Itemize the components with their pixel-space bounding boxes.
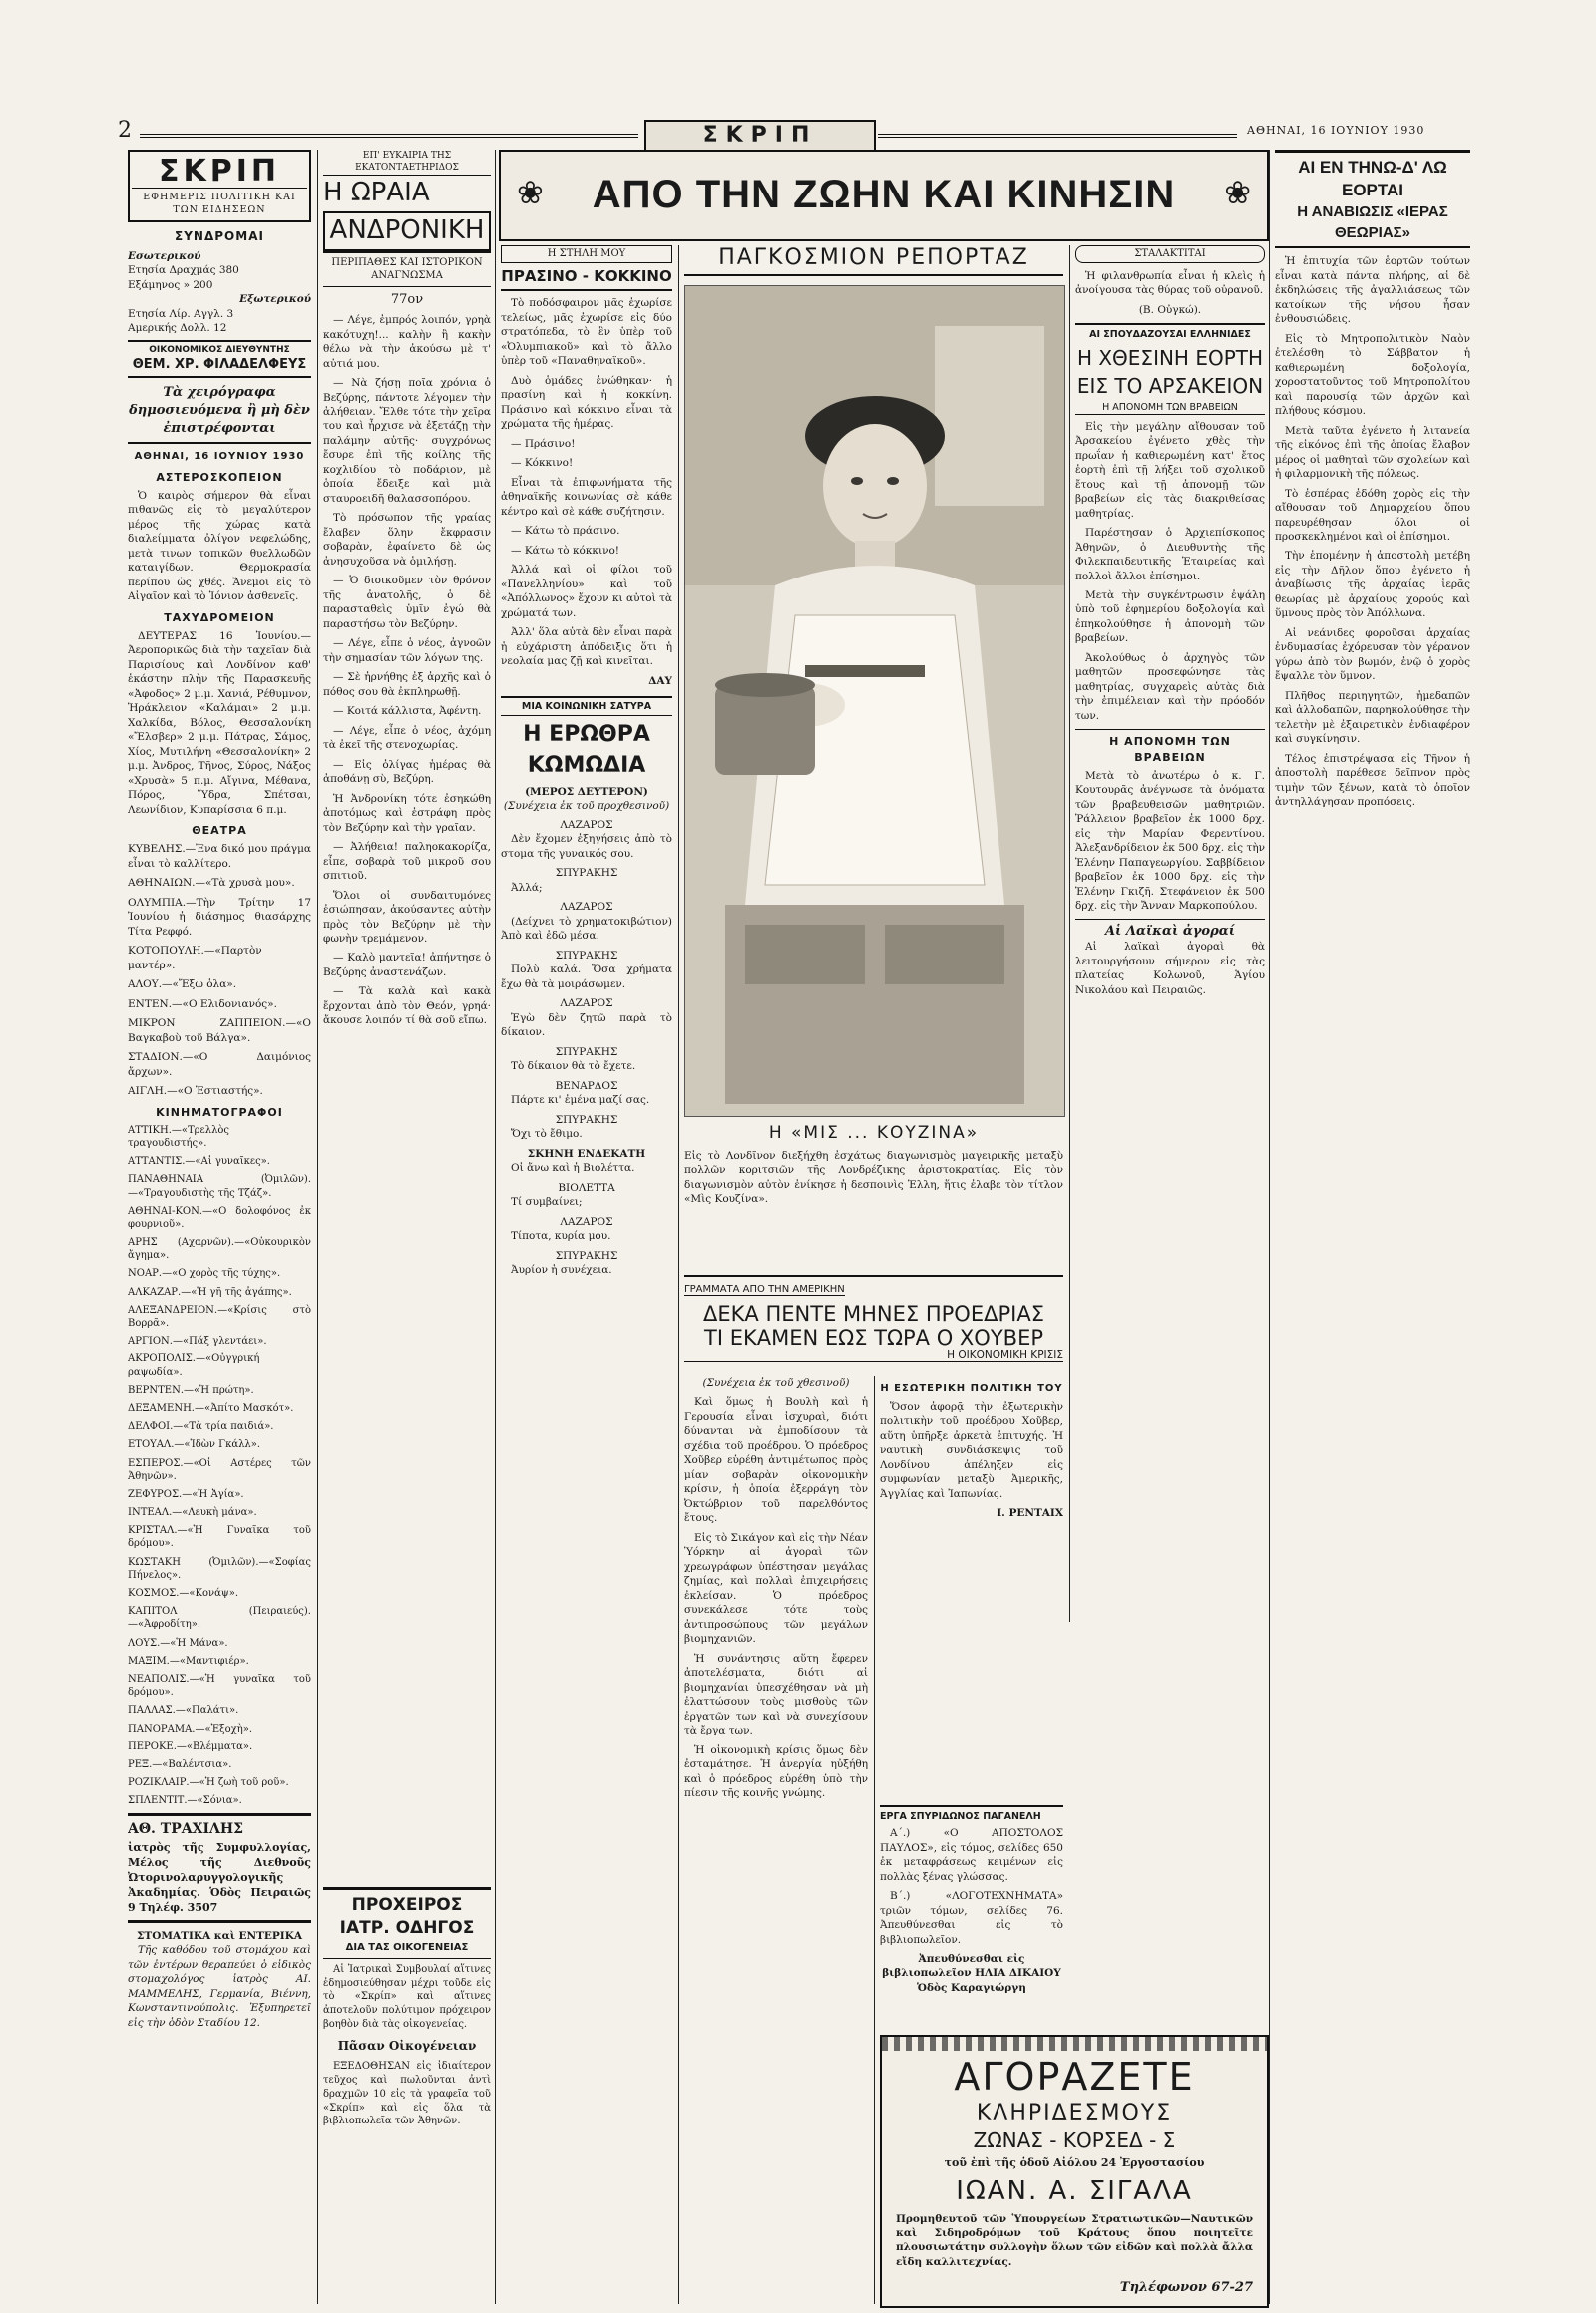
serial-subtitle: ΠΕΡΙΠΑΘΕΣ ΚΑΙ ΙΣΤΟΡΙΚΟΝ ΑΝΑΓΝΩΣΜΑ [323, 253, 491, 288]
col-rule-3 [678, 245, 679, 2304]
serial-paragraph: — Εἰς ὀλίγας ἡμέρας θὰ ἀποθάνῃ σὺ, Βεζύρη. [323, 758, 491, 786]
dialogue-line: Πάρτε κι' ἐμένα μαζί σας. [511, 1094, 650, 1107]
header-masthead-box [644, 120, 876, 152]
theatre-item: ΚΟΤΟΠΟΥΛΗ.—«Παρτὸν μαντέρ». [128, 945, 262, 971]
logo: ΣΚΡΙΠ [159, 154, 280, 189]
cinema-item: ΝΕΑΠΟΛΙΣ.—«Ἡ γυναῖκα τοῦ δρόμου». [128, 1673, 311, 1699]
ornament-left-icon: ❀ [517, 174, 544, 211]
america-col-a [684, 1376, 868, 2304]
serial-title-2: ΑΝΔΡΟΝΙΚΗ [323, 211, 491, 251]
my-column-paragraph: Δυὸ ὁμάδες ἐνώθηκαν· ἡ πρασίνη καὶ ἡ κοκκίνη. Πράσινο καὶ κόκκινο εἶναι τὰ χρώματα τῆς ἡμέρας. [501, 374, 672, 431]
col-rule-4a [874, 1376, 875, 2304]
theatre-item: ΚΥΒΕΛΗΣ.—Ἐνα δικό μου πράγμα εἶναι τὸ καλλίτερο. [128, 843, 311, 870]
serial-paragraph: Τὸ πρόσωπον τῆς γραίας ἔλαβεν ὅλην ἔκφρασιν σοβαρὰν, ἐφαίνετο δὲ ὡς ἀνησυχοῦσα νὰ ὁμιλήσῃ. [323, 512, 491, 568]
cinema-item: ΠΑΝΑΘΗΝΑΙΑ (Ὀμιλῶν).—«Τραγουδιστὴς τῆς Τζάζ». [128, 1174, 311, 1199]
markets-title: Αἱ Λαϊκαὶ ἀγοραί [1075, 919, 1265, 941]
article-signature: Ι. ΡΕΝΤΑΙΧ [997, 1507, 1063, 1520]
logo-box [128, 150, 311, 222]
markets-text: Αἱ λαϊκαὶ ἀγοραὶ θὰ λειτουργήσουν σήμερον εἰς τὰς πλατείας Κολωνοῦ, Ἁγίου Νικολάου καὶ Πειραιῶς. [1075, 941, 1265, 996]
article-paragraph: (Συνέχεια ἐκ τοῦ χθεσινοῦ) [702, 1377, 850, 1389]
dialogue-line: Οἱ ἄνω καὶ ἡ Βιολέττα. [511, 1162, 635, 1175]
cinema-item: ΑΚΡΟΠΟΛΙΣ.—«Οὐγγρική ραψωδία». [128, 1353, 260, 1378]
event-paragraph: Μετὰ τὴν συγκέντρωσιν ἐψάλη ὑπὸ τοῦ ἐφημερίου δοξολογία καὶ ἐπηκολούθησε ἡ ἀπονομὴ τῶν βραβείων. [1075, 588, 1265, 645]
ad-line-4: τοῦ ἐπὶ τῆς ὁδοῦ Αἰόλου 24 Ἐργοστασίου [944, 2156, 1205, 2169]
header-date: ΑΘΗΝΑΙ, 16 ΙΟΥΝΙΟΥ 1930 [1247, 124, 1425, 137]
post-title: ΤΑΧΥΔΡΟΜΕΙΟΝ [164, 610, 275, 624]
cinema-item: ΛΟΥΣ.—«Ἡ Μάνα». [128, 1637, 228, 1649]
tinos-paragraph: Τὸ ἑσπέρας ἐδόθη χορὸς εἰς τὴν αἴθουσαν τοῦ Δημαρχείου ὅπου παρευρέθησαν ὅλοι οἱ προσκεκλημένοι καὶ οἱ ἐπίσημοι. [1275, 487, 1470, 543]
tinos-paragraph: Τὴν ἑπομένην ἡ ἀποστολὴ μετέβη εἰς τὴν Δῆλον ὅπου ἐγένετο ἡ ἀναβίωσις τῆς ἀρχαίας ἱερᾶς θεωρίας μὲ ἀρχαίους χορούς καὶ ὕμνους πρὸς τὸν Ἀπόλλωνα. [1275, 550, 1470, 620]
serial-paragraph: Ὅλοι οἱ συνδαιτυμόνες ἐσιώπησαν, ἀκούσαντες αὐτὴν πρὸς τὸν Βεζύρην μὲ τὴν φωνὴν τρεμάμενον. [323, 889, 491, 945]
my-column-paragraph: Ἀλλ' ὅλα αὐτὰ δὲν εἶναι παρὰ ἡ εὐχάριστη ἀπόδειξις ὅτι ἡ νεολαία μας ζῇ καὶ κινεῖται. [501, 626, 672, 668]
cooking-woman-photo [685, 286, 1064, 1116]
doctor-ad-title: ΑΘ. ΤΡΑΧΙΛΗΣ [128, 1821, 244, 1838]
cinema-item: ΜΑΞΙΜ.—«Μαντιφιέρ». [128, 1655, 249, 1667]
cinema-item: ΣΠΛΕΝΤΙΤ.—«Σόνια». [128, 1795, 242, 1807]
dialogue-line: Τίποτα, κυρία μου. [511, 1230, 611, 1243]
col-rule-2 [495, 150, 496, 2304]
tinos-paragraph: Εἰς τὸ Μητροπολιτικὸν Ναὸν ἐτελέσθη τὸ Σάββατον ἡ καθιερωμένη δοξολογία, χοροστατοῦντος τοῦ Μητροπολίτου καὶ παρουσίᾳ τῶν ἀρχῶν καὶ πλήθους κόσμου. [1275, 332, 1470, 418]
cinema-item: ΡΟΖΙΚΛΑΙΡ.—«Ἡ ζωὴ τοῦ ροῦ». [128, 1777, 289, 1789]
left-column [128, 150, 311, 2304]
director-name: ΘΕΜ. ΧΡ. ΦΙΛΑΔΕΛΦΕΥΣ [132, 357, 307, 373]
speaker-line: ΣΠΥΡΑΚΗΣ [555, 1249, 618, 1262]
cinema-item: ΠΕΡΟΚΕ.—«Βλέμματα». [128, 1740, 253, 1752]
letter-label: ΓΡΑΜΜΑΤΑ ΑΠΟ ΤΗΝ ΑΜΕΡΙΚΗΝ [684, 1284, 845, 1295]
my-column-paragraph: — Κάτω τὸ κόκκινο! [511, 544, 619, 557]
theatre-item: ΑΘΗΝΑΙΩΝ.—«Τὰ χρυσὰ μου». [128, 877, 295, 890]
article-title-2: ΤΙ ΕΚΑΜΕΝ ΕΩΣ ΤΩΡΑ Ο ΧΟΥΒΕΡ [704, 1326, 1043, 1349]
serial-paragraph: Ἡ Ἀνδρονίκη τότε ἐσηκώθη ἀποτόμως καὶ ἐστράφη πρὸς τὸν Βεζύρην καὶ τὴν γραῖαν. [323, 792, 491, 834]
cinema-item: ΑΤΤΙΚΗ.—«Τρελλὸς τραγουδιστής». [128, 1124, 230, 1149]
director-label: ΟΙΚΟΝΟΜΙΚΟΣ ΔΙΕΥΘΥΝΤΗΣ [149, 344, 290, 355]
serial-paragraph: — Λέγε, εἶπε ὁ νέος, ἀχόμη τὰ ἐκεῖ τῆς στενοχωρίας. [323, 724, 491, 752]
event-label: ΑΙ ΣΠΟΥΔΑΖΟΥΣΑΙ ΕΛΛΗΝΙΔΕΣ [1075, 323, 1265, 341]
cinema-item: ΚΩΣΤΑΚΗ (Ὀμιλῶν).—«Σοφίας Πήνελος». [128, 1556, 311, 1581]
quote-text: Ἡ φιλανθρωπία εἶναι ἡ κλεὶς ἡ ἀνοίγουσα τὰς θύρας τοῦ οὐρανοῦ. [1075, 269, 1265, 297]
photo-caption: Η «ΜΙΣ ... ΚΟΥΖΙΝΑ» [768, 1123, 980, 1143]
cinema-item: ΒΕΡΝΤΕΝ.—«Ἡ πρώτη». [128, 1384, 254, 1396]
my-column-title: ΠΡΑΣΙΝΟ - ΚΟΚΚΙΝΟ [501, 266, 672, 292]
world-report-section [684, 245, 1063, 1263]
theatre-item: ΣΤΑΔΙΟΝ.—«Ο Δαιμόνιος ἄρχων». [128, 1051, 311, 1078]
event-title-1: Η ΧΘΕΣΙΝΗ ΕΟΡΤΗ [1076, 346, 1264, 371]
article-sub: Η ΟΙΚΟΝΟΜΙΚΗ ΚΡΙΣΙΣ [684, 1349, 1063, 1362]
awards-text: Μετὰ τὸ ἀνωτέρω ὁ κ. Γ. Κουτουρᾶς ἀνέγνωσε τὰ ὀνόματα τῶν βραβευθεισῶν μαθητριῶν. Ῥάλλειον βραβεῖον ἐκ 1000 δρχ. εἰς τὴν Μαρίαν Φερεντίνου. Ἀλεξανδρίδειον ἐκ 500 δρχ. εἰς τὴν Ἑλένην Παπαγεωργίου. Σαββίδειον βραβεῖον ἐκ 1000 δρχ. εἰς τὴν Ἑλένην Γκιζῆ. Στεφάνειον ἐκ 500 δρχ. εἰς τὴν Ἄνναν Μαρκοπούλου. [1075, 769, 1265, 913]
serial-paragraph: — Νὰ ζήσῃ ποῖα χρόνια ὁ Βεζύρης, πάντοτε λέγομεν τὴν ἀλήθειαν. Ἔλθε τότε τὴν χεῖρα του καὶ ἦρχισε νὰ ἐξετάζῃ τὴν παλάμην αὐτῆς· συγχρόνως ἔσυρε ἐπὶ τῆς κοίλης τῆς κοχλιδίου τὸ ποδάριον, μὲ ὁποία ἔδειξε καὶ μιὰ σταυροειδῆ θαλασσοπόρου. [323, 377, 491, 505]
quote-author: (Β. Οὐγκώ). [1138, 303, 1202, 316]
speaker-line: ΛΑΖΑΡΟΣ [560, 818, 613, 831]
serial-label: ΕΠ' ΕΥΚΑΙΡΙΑ ΤΗΣ ΕΚΑΤΟΝΤΑΕΤΗΡΙΔΟΣ [323, 150, 491, 176]
photo-text: Εἰς τὸ Λονδῖνον διεξήχθη ἐσχάτως διαγωνισμὸς μαγειρικῆς μεταξὺ πολλῶν κοριτσιῶν τῆς Λονδρέζικης ἀριστοκρατίας. Εἰς τὸν διαγωνισμὸν αὐτὸν ἐνίκησε ἡ δεσποινὶς Ἑλλη, ἥτις ἐλαβε τὸν τίτλον «Μὶς Κουζίνα». [684, 1150, 1063, 1206]
cinema-item: ΑΛΚΑΖΑΡ.—«Ἡ γῆ τῆς ἀγάπης». [128, 1286, 292, 1298]
section-banner [499, 150, 1269, 241]
satire-title: Η ΕΡΩΘΡΑ ΚΩΜΩΔΙΑ [523, 722, 650, 778]
subscriptions-title: ΣΥΝΔΡΟΜΑΙ [175, 229, 264, 244]
book-item: Α΄.) «Ο ΑΠΟΣΤΟΛΟΣ ΠΑΥΛΟΣ», εἰς τόμος, σελίδες 650 ἐκ μεταφράσεως κειμένων εἰς πολλὰς ξένας γλώσσας. [880, 1827, 1063, 1883]
medical-guide-title-1: ΠΡΟΧΕΙΡΟΣ [351, 1895, 463, 1915]
serial-paragraph: — Ὁ διοικοῦμεν τὸν θρόνον τῆς ἀνατολῆς, ὁ δὲ παρασταθεὶς ὑμῖν ἐγώ θὰ παραστήσω τὸν Βεζύρην. [323, 575, 491, 630]
domestic-label: Εσωτερικού [128, 249, 201, 262]
cinema-item: ΚΟΣΜΟΣ.—«Κονάψ». [128, 1588, 239, 1599]
medical-guide-price: Πᾶσαν Οἰκογένειαν [337, 2038, 477, 2053]
cinema-item: ΔΕΛΦΟΙ.—«Τὰ τρία παιδιά». [128, 1421, 274, 1433]
speaker-line: ΣΠΥΡΑΚΗΣ [555, 867, 618, 880]
dialogue-line: Πολὺ καλά. Ὅσα χρήματα ἔχω θὰ τὰ μοιράσωμεν. [501, 964, 672, 990]
serial-paragraph: — Κοιτά κάλλιστα, Ἀφέντη. [333, 705, 482, 718]
post-text: ΔΕΥΤΕΡΑΣ 16 Ἰουνίου.—Ἀεροπορικῶς διὰ τὴν ταχεῖαν διὰ Παρισίους καὶ Λονδίνον καθ' ἑκάστην πλὴν τῆς Παρασκευῆς «Ἀφοδος» 2 μ.μ. Χανιά, Ρέθυμνον, Ἡράκλειον «Καλάμαι» 2 μ.μ. Χαλκίδα, Βόλος, Θεσσαλονίκη «Ἔλσβερ» 2 μ.μ. Πάτρας, Σάμος, Χίος, Μυτιλήνη «Θεσσαλονίκη» 2 μ.μ. Ἀνδρος, Τῆνος, Σύρος, Νάξος «Χρυσὰ» 5 π.μ. Αἴγινα, Μέθανα, Πόρος, Ὕδρα, Σπέτσαι, Λεωνίδιον, Κυπαρίσσια 6 π.μ. [128, 629, 311, 816]
dental-text: Τῆς καθόδου τοῦ στομάχου καὶ τῶν ἐντέρων θεραπεύει ὁ εἰδικὸς στομαχολόγος ἰατρὸς ΑΙ. ΜΑΜΜΕΛΗΣ, Γερμανία, Βιέννη, Κωνσταντινούπολις. Ἐξυπηρετεῖ εἰς τὴν ὁδὸν Σταδίου 12. [128, 1944, 311, 2029]
speaker-line: ΛΑΖΑΡΟΣ [560, 997, 613, 1010]
ad-line-2: ΚΛΗΡΙΔΕΣΜΟΥΣ [976, 2101, 1173, 2125]
medical-guide-text-2: ΕΞΕΔΟΘΗΣΑΝ εἰς ἰδιαίτερον τεῦχος καὶ πωλοῦνται ἀντὶ δραχμῶν 10 εἰς τὰ γραφεῖα τοῦ «Σκρίπ» καὶ εἰς ὅλα τὰ βιβλιοπωλεῖα τῶν Ἀθηνῶν. [323, 2061, 491, 2127]
tinos-paragraph: Αἱ νεάνιδες φοροῦσαι ἀρχαίας ἐνδυμασίας ἐχόρευσαν τὸν γέρανον γύρω ἀπὸ τὸν βωμόν, ἐνῷ ὁ χορὸς ἔψαλλε τὸν ὕμνον. [1275, 626, 1470, 683]
my-column-signature: ΔΑΥ [648, 674, 672, 687]
serial-chapter: 77ον [390, 292, 424, 308]
col5 [1075, 245, 1265, 1622]
stalactites-label: ΣΤΑΛΑΚΤΙΤΑΙ [1075, 245, 1265, 263]
theatre-item: ΕΝΤΕΝ.—«Ο Ελιδονιανός». [128, 997, 277, 1010]
dialogue-line: Ὄχι τὸ ἔθιμο. [511, 1128, 583, 1141]
my-column-label: Η ΣΤΗΛΗ ΜΟΥ [501, 245, 672, 263]
dialogue-line: Ἀυρίον ἡ συνέχεια. [511, 1263, 612, 1276]
foreign-rate-0: Ετησία Λίρ. Αγγλ. 3 [128, 307, 234, 320]
serial-paragraph: — Σὲ ἠρνήθης ἐξ ἀρχῆς καὶ ὁ πόθος σου θὰ ἐκπληρωθῇ. [323, 671, 491, 698]
col-rule-4 [1069, 245, 1070, 1622]
my-column-paragraph: — Πράσινο! [511, 437, 576, 450]
ad-ornament-top [882, 2037, 1267, 2051]
masthead: ΣΚΡΙΠ [702, 123, 818, 148]
header-left-rule [140, 134, 638, 138]
ad-line-3: ΖΩΝΑΣ - ΚΟΡΣΕΔ - Σ [973, 2128, 1176, 2152]
cinema-item: ΑΘΗΝΑΙ-ΚΟΝ.—«Ο δολοφόνος ἐκ φουρνιοῦ». [128, 1205, 311, 1230]
theatre-item: ΑΛΟΥ.—«Ἔξω ὁλα». [128, 978, 237, 991]
speaker-line: ΒΙΟΛΕΤΤΑ [558, 1181, 615, 1194]
books-footer: Ἀπευθύνεσθαι εἰς βιβλιοπωλεῖον ΗΛΙΑ ΔΙΚΑΙΟΥ Ὁδὸς Καραγιώργη [882, 1952, 1061, 1994]
cinema-item: ΡΕΞ.—«Βαλέντσια». [128, 1758, 232, 1770]
internal-policy-text: Ὅσον ἀφορᾷ τὴν ἐξωτερικὴν πολιτικὴν τοῦ προέδρου Χοῦβερ, αὕτη ὑπῆρξε ἀρκετὰ ἐπιτυχής. Ἡ ναυτικὴ συνδιάσκεψις τοῦ Λονδίνου ἀπέληξεν εἰς συμφωνίαν μεταξὺ Ἀμερικῆς, Ἀγγλίας καὶ Ἰαπωνίας. [880, 1400, 1063, 1500]
sigalas-ad [880, 2035, 1269, 2308]
satire-cont: (Συνέχεια ἐκ τοῦ προχθεσινοῦ) [503, 800, 670, 813]
article-paragraph: Εἰς τὸ Σικάγον καὶ εἰς τὴν Νέαν Ὑόρκην αἱ ἀγοραὶ τῶν χρεωγράφων ὑπέστησαν μεγάλας ζημίας, καὶ πολλαὶ ἐπιχειρήσεις ἐκλείσαν. Ὁ πρόεδρος συνεκάλεσε τότε τοὺς ἀντιπροσώπους τῶν μεγάλων βιομηχανιῶν. [684, 1531, 868, 1646]
cinema-item: ΠΑΝΟΡΑΜΑ.—«Ἐξοχὴ». [128, 1723, 253, 1735]
page-number: 2 [118, 118, 132, 143]
doctor-ad [128, 1813, 311, 1922]
foreign-label: Εξωτερικού [239, 293, 311, 306]
dialogue-line: Τί συμβαίνει; [511, 1196, 583, 1209]
medical-guide-box [323, 1887, 491, 2299]
speaker-line: ΛΑΖΑΡΟΣ [560, 901, 613, 914]
observatory-text: Ὁ καιρὸς σήμερον θὰ εἶναι πιθανῶς εἰς τὸ μεγαλύτερον μέρος τῆς χώρας κατὰ διαλείμματα ὀλίγον νεφελώδης, μετὰ τινων τοπικῶν θυελλωδῶν καταιγίδων. Θερμοκρασία περίπου ὡς χθές. Ἄνεμοι εἰς τὸ Αἰγαῖον καὶ τὸ Ἰόνιον ἀσθενεῖς. [128, 489, 311, 603]
director-box [128, 340, 311, 378]
ad-footer: Τηλέφωνον 67-27 [1119, 2280, 1253, 2295]
dialogue-line: Ἐγὼ δὲν ζητῶ παρὰ τὸ δίκαιον. [501, 1011, 672, 1039]
article-paragraph: Ἡ συνάντησις αὕτη ἔφερεν ἀποτελέσματα, διότι αἱ βιομηχανίαι ὑπεσχέθησαν νὰ μὴ ἐλαττώσουν τοὺς μισθοὺς τῶν ἐργατῶν των καὶ νὰ συνεχίσουν τὰ ἔργα των. [684, 1652, 868, 1737]
serial-paragraph: — Καλὸ μαντεῖα! ἀπήντησε ὁ Βεζύρης ἀναστενάζων. [323, 952, 491, 978]
cinema-item: ΑΛΕΞΑΝΔΡΕΙΟΝ.—«Κρίσις στὸ Βορρᾶ». [128, 1304, 311, 1329]
speaker-line: ΣΠΥΡΑΚΗΣ [555, 949, 618, 962]
serial-title-box [323, 176, 491, 253]
dialogue-line: Δὲν ἔχομεν ἐξηγήσεις ἀπὸ τὸ στομα τῆς γυναικός σου. [501, 833, 672, 860]
cinema-item: ΚΑΠΙΤΟΛ (Πειραιεύς).—«Ἀφροδίτη». [128, 1606, 311, 1631]
cinema-item: ΝΟΑΡ.—«Ο χορὸς τῆς τύχης». [128, 1268, 281, 1280]
books-title: ΕΡΓΑ ΣΠΥΡΙΔΩΝΟΣ ΠΑΓΑΝΕΛΗ [880, 1811, 1041, 1822]
tinos-title-2: Η ΑΝΑΒΙΩΣΙΣ «ΙΕΡΑΣ ΘΕΩΡΙΑΣ» [1275, 202, 1470, 248]
tinos-paragraph: Μετὰ ταῦτα ἐγένετο ἡ λιτανεία τῆς εἰκόνος ἐπὶ τῆς ὁποίας ἔλαβον μέρος οἱ μαθηταὶ τῶν σχολείων καὶ ἡ φιλαρμονικὴ τῆς πόλεως. [1275, 424, 1470, 481]
internal-policy-title: Η ΕΣΩΤΕΡΙΚΗ ΠΟΛΙΤΙΚΗ ΤΟΥ [880, 1383, 1063, 1394]
dialogue-line: Ἀλλά; [511, 881, 543, 894]
doctor-ad-text: ἰατρὸς τῆς Συμφυλλογίας, Μέλος τῆς Διεθνοῦς Ὠτορινολαρυγγολογικῆς Ἀκαδημίας. Ὁδὸς Πειραιῶς 9 Τηλέφ. 3507 [128, 1840, 311, 1915]
event-paragraph: Παρέστησαν ὁ Ἀρχιεπίσκοπος Ἀθηνῶν, ὁ Διευθυντὴς τῆς Φιλεκπαιδευτικῆς Ἑταιρείας καὶ πολλοὶ ἄλλοι ἐπίσημοι. [1075, 527, 1265, 582]
america-col-b [880, 1376, 1063, 1795]
page-header [0, 0, 1596, 170]
dental-title: ΣΤΟΜΑΤΙΚΑ καὶ ΕΝΤΕΡΙΚΑ [137, 1929, 302, 1942]
col-rule-5 [1269, 150, 1270, 2304]
photo-frame [684, 285, 1065, 1117]
dialogue-line: (Δείχνει τὸ χρηματοκιβώτιον) Ἀπὸ καὶ ἐδῶ μέσα. [501, 915, 672, 943]
speaker-line: ΣΠΥΡΑΚΗΣ [555, 1045, 618, 1058]
tinos-paragraph: Τέλος ἐπιστρέψασα εἰς Τῆνον ἡ ἀποστολὴ παρέθεσε δεῖπνον πρὸς τιμὴν τῶν ξένων, κατὰ τὸ ὁποῖον ἀντηλλάγησαν προπόσεις. [1275, 752, 1470, 809]
medical-guide-text: Αἱ Ἰατρικαὶ Συμβουλαί αἵτινες ἐδημοσιεύθησαν μέχρι τοῦδε εἰς τὸ «Σκρίπ» καὶ αἵτινες ἀποτελοῦν πολύτιμον πρόχειρον βοηθὸν διὰ τὰς οἰκογενείας. [323, 1963, 491, 2030]
tinos-title-1: ΑΙ ΕΝ ΤΗΝΩ-Δ' ΛΩ ΕΟΡΤΑΙ [1275, 150, 1470, 202]
event-title-2: ΕΙΣ ΤΟ ΑΡΣΑΚΕΙΟΝ [1076, 373, 1264, 398]
cinema-item: ΠΑΛΛΑΣ.—«Παλάτι». [128, 1705, 239, 1717]
ad-title: ΑΓΟΡΑΖΕΤΕ [954, 2055, 1195, 2099]
cinema-item: ΑΡΓΙΟΝ.—«Πάξ γλεντάει». [128, 1336, 267, 1348]
event-paragraph: Ἀκολούθως ὁ ἀρχηγὸς τῶν μαθητῶν προσεφώνησε τὰς μαθητρίας, συγχαρεὶς αὐτὰς διὰ τὴν ἐπιμέλειαν καὶ τὴν πρόοδόν των. [1075, 651, 1265, 722]
cinema-item: ΕΤΟΥΑΛ.—«Ἰδὼν Γκάλλ». [128, 1439, 261, 1451]
my-column-paragraph: — Κάτω τὸ πράσινο. [511, 525, 620, 538]
theatres-list [128, 842, 311, 1098]
theatre-item: ΑΙΓΛΗ.—«Ο Ἑστιαστής». [128, 1085, 263, 1098]
left-date: ΑΘΗΝΑΙ, 16 ΙΟΥΝΙΟΥ 1930 [134, 450, 305, 462]
awards-title: Η ΑΠΟΝΟΜΗ ΤΩΝ ΒΡΑΒΕΙΩΝ [1075, 729, 1265, 764]
theatre-item: ΜΙΚΡΟΝ ΖΑΠΠΕΙΟΝ.—«Ο Βαγκαβοὺ τοῦ Βάλγα». [128, 1017, 311, 1044]
my-column-paragraph: Ἀλλά καὶ οἱ φίλοι τοῦ «Πανελληνίου» καὶ τοῦ «Ἀπόλλωνος» ἔχουν κι αὐτοὶ τὰ χρώματά των. [501, 564, 672, 619]
col6 [1275, 150, 1470, 2304]
dialogue-line: Τὸ δίκαιον θὰ τὸ ἔχετε. [511, 1060, 636, 1073]
article-title-1: ΔΕΚΑ ΠΕΝΤΕ ΜΗΝΕΣ ΠΡΟΕΔΡΙΑΣ [703, 1302, 1044, 1326]
theatre-item: ΟΛΥΜΠΙΑ.—Τὴν Τρίτην 17 Ἰουνίου ἡ διάσημος θιασάρχης Τίτα Ρεφφό. [128, 896, 311, 938]
foreign-rate-1: Αμερικής Δολλ. 12 [128, 322, 227, 335]
article-paragraph: Ἡ οἰκονομικὴ κρίσις ὅμως δὲν ἐσταμάτησε. Ἡ ἀνεργία ηὐξήθη καὶ ὁ πρόεδρος εὑρέθη ὑπὸ τὴν πίεσιν τῆς κοινῆς γνώμης. [684, 1743, 868, 1800]
domestic-rate-1: Εξάμηνος » 200 [128, 278, 213, 291]
event-sub: Η ΑΠΟΝΟΜΗ ΤΩΝ ΒΡΑΒΕΙΩΝ [1075, 401, 1265, 415]
my-column-paragraph: — Κόκκινο! [511, 457, 574, 470]
cinema-item: ΖΕΦΥΡΟΣ.—«Ἡ Ἀγία». [128, 1488, 244, 1500]
book-item: Β΄.) «ΛΟΓΟΤΕΧΝΗΜΑΤΑ» τριῶν τόμων, σελίδες 76. Ἀπευθύνεσθαι εἰς τὸ βιβλιοπωλεῖον. [880, 1890, 1063, 1946]
satire-dialogue [501, 818, 672, 1278]
serial-paragraph: — Λέγε, ἐμπρός λοιπόν, γρηὰ κακότυχη!... καλὴν ἢ κακὴν θέλω νὰ τὴν ἀκούσω μὲ τ' αὐτιά μου. [323, 314, 491, 370]
ad-name: ΙΩΑΝ. Α. ΣΙΓΑΛΑ [956, 2176, 1193, 2206]
domestic-rate-0: Ετησία Δραχμάς 380 [128, 264, 239, 277]
cinema-item: ΔΕΞΑΜΕΝΗ.—«Ἀπίτο Μασκότ». [128, 1402, 294, 1414]
medical-guide-title-2: ΙΑΤΡ. ΟΔΗΓΟΣ [339, 1918, 475, 1939]
speaker-line: ΣΠΥΡΑΚΗΣ [555, 1113, 618, 1126]
cinema-item: ΑΡΗΣ (Αχαρνῶν).—«Οὐκουρικὸν ἄγημα». [128, 1237, 311, 1262]
world-report-title: ΠΑΓΚΟΣΜΙΟΝ ΡΕΠΟΡΤΑΖ [684, 245, 1063, 276]
medical-guide-sub: ΔΙΑ ΤΑΣ ΟΙΚΟΓΕΝΕΙΑΣ [323, 1941, 491, 1959]
theatres-title: ΘΕΑΤΡΑ [192, 824, 247, 838]
ad-text: Προμηθευτοῦ τῶν Ὑπουργείων Στρατιωτικῶν—Ναυτικῶν καὶ Σιδηροδρόμων τοῦ Κράτους ὅπου ποιητεῖτε πλουσιωτάτην συλλογὴν ὅλων τῶν εἰδῶν καὶ πολλὰ ἄλλα εἴδη καλλιτεχνίας. [896, 2213, 1253, 2268]
tagline: ΕΦΗΜΕΡΙΣ ΠΟΛΙΤΙΚΗ ΚΑΙ ΤΩΝ ΕΙΔΗΣΕΩΝ [132, 188, 307, 216]
satire-label: ΜΙΑ ΚΟΙΝΩΝΙΚΗ ΣΑΤΥΡΑ [501, 696, 672, 716]
cinemas-list [128, 1124, 311, 1808]
cinema-item: ΙΝΤΕΑΛ.—«Λευκὴ μάνα». [128, 1507, 257, 1519]
serial-paragraph: — Λέγε, εἶπε ὁ νέος, ἀγνοῶν τὴν σημασίαν τῶν λόγων της. [323, 637, 491, 664]
satire-sub: (ΜΕΡΟΣ ΔΕΥΤΕΡΟΝ) [525, 785, 648, 798]
article-paragraph: Καὶ ὅμως ἡ Βουλὴ καὶ ἡ Γερουσία εἶναι ἰσχυραὶ, διότι δύνανται νὰ ἐμποδίσουν τὰ σχέδια τοῦ προέδρου. Ὁ πρόεδρος Χοῦβερ εὑρέθη ἀντιμέτωπος πρὸς μίαν σοβαρὰν οἰκονομικὴν κρίσιν, ἡ ὁποία ἐξερράγη τὸν Ὀκτώβριον τοῦ παρελθόντος ἔτους. [684, 1396, 868, 1525]
tinos-paragraph: Πλῆθος περιηγητῶν, ἡμεδαπῶν καὶ ἀλλοδαπῶν, παρηκολούθησε τὴν τελετὴν μὲ ἐξαιρετικὸν ἐνδιαφέρον καὶ συγκίνησιν. [1275, 689, 1470, 746]
header-right-rule [878, 134, 1237, 138]
ornament-right-icon: ❀ [1224, 174, 1251, 211]
speaker-line: ΒΕΝΑΡΔΟΣ [555, 1079, 618, 1092]
cinema-item: ΚΡΙΣΤΑΛ.—«Ἡ Γυναῖκα τοῦ δρόμου». [128, 1525, 311, 1550]
my-column-paragraph: Τὸ ποδόσφαιρον μᾶς ἐχωρίσε τελείως, μᾶς ἐχωρίσε εἰς δύο στρατόπεδα, τὸ ἓν ὑπὲρ τοῦ «Ὀλυμπιακοῦ» καὶ τὸ ἄλλο ὑπὲρ τοῦ «Παναθηναϊκοῦ». [501, 297, 672, 368]
speaker-line: ΛΑΖΑΡΟΣ [560, 1215, 613, 1228]
america-letter-header [684, 1275, 1063, 1362]
my-column-paragraph: Εἶναι τὰ ἐπιφωνήματα τῆς ἀθηναϊκῆς κοινωνίας σὲ κάθε κέντρο καὶ σὲ κάθε συζήτησιν. [501, 476, 672, 518]
cinema-item: ΑΤΤΑΝΤΙΣ.—«Αἱ γυναῖκες». [128, 1156, 270, 1168]
tinos-paragraph: Ἡ ἐπιτυχία τῶν ἑορτῶν τούτων εἶναι κατὰ πάντα πλήρης, αἱ δὲ ἐκδηλώσεις τῆς ἀγαλλιάσεως τῶν κατοίκων τῆς νήσου ἦσαν ἐνθουσιώδεις. [1275, 255, 1470, 326]
cinema-item: ΕΣΠΕΡΟΣ.—«Οἱ Αστέρες τῶν Ἀθηνῶν». [128, 1457, 311, 1482]
serial-title-1: Η ΩΡΑΙΑ [323, 177, 430, 207]
scene-line: ΣΚΗΝΗ ΕΝΔΕΚΑΤΗ [527, 1147, 646, 1160]
serial-paragraph: — Ἀλήθεια! παληοκακορίζα, εἶπε, σοβαρὰ τοῦ μικροῦ σου σπιτιοῦ. [323, 841, 491, 883]
banner-title: ΑΠΟ ΤΗΝ ΖΩΗΝ ΚΑΙ ΚΙΝΗΣΙΝ [592, 173, 1176, 216]
manuscripts-note: Τὰ χειρόγραφα δημοσιευόμενα ἢ μὴ δὲν ἐπιστρέφονται [128, 384, 311, 444]
books-box [880, 1805, 1063, 2027]
event-paragraph: Εἰς τὴν μεγάλην αἴθουσαν τοῦ Ἀρσακείου ἐγένετο χθὲς τὴν πρωΐαν ἡ καθιερωμένη κατ' ἔτος ἑορτὴ ἐπὶ τῇ λήξει τοῦ σχολικοῦ ἔτους καὶ τῇ ἀπονομῇ τῶν βραβείων εἰς τὰς διακριθείσας μαθητρίας. [1075, 420, 1265, 520]
col-rule-1 [317, 150, 318, 2304]
serial-paragraph: — Τὰ καλὰ καὶ κακὰ ἔρχονται ἀπὸ τὸν Θεόν, γρηά· ἄκουσε λοιπόν τί θὰ σοῦ εἴπω. [323, 985, 491, 1027]
cinemas-title: ΚΙΝΗΜΑΤΟΓΡΑΦΟΙ [156, 1105, 283, 1119]
observatory-title: ΑΣΤΕΡΟΣΚΟΠΕΙΟΝ [156, 470, 283, 484]
col3 [501, 245, 672, 2304]
